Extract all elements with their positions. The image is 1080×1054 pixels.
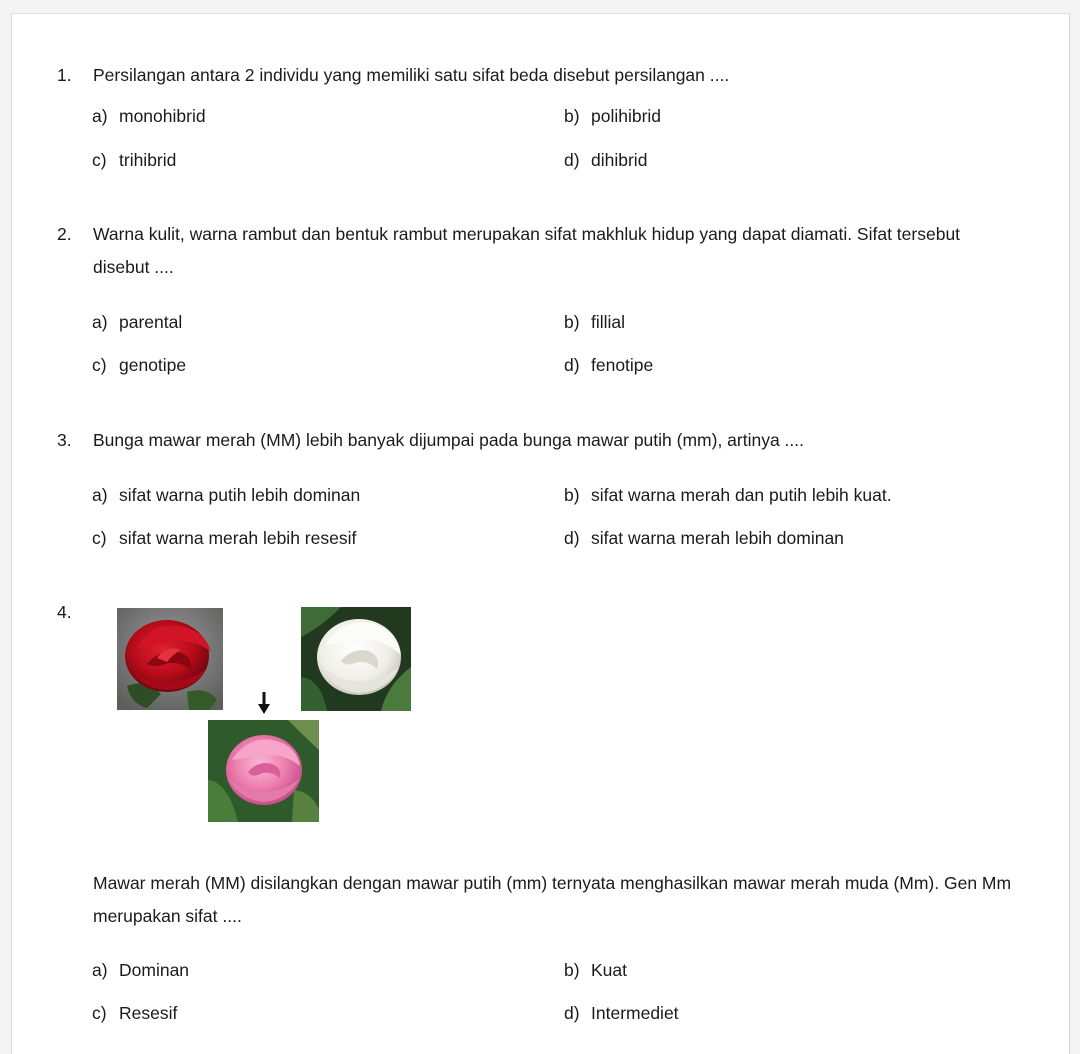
option-text: sifat warna merah dan putih lebih kuat. [591,485,892,505]
option-4a[interactable] [92,959,189,981]
red-rose-image [117,608,223,710]
option-2a[interactable] [92,311,182,333]
option-text: Intermediet [591,1003,679,1023]
worksheet-page [11,13,1070,1054]
arrow-down-icon [257,691,271,715]
option-text: sifat warna merah lebih resesif [119,528,357,548]
option-4d[interactable] [564,1002,679,1024]
question-3 [57,424,1017,457]
option-text: Resesif [119,1003,178,1023]
option-1a[interactable] [92,105,206,127]
option-2c[interactable] [92,354,186,376]
question-1 [57,59,1017,92]
option-text: fenotipe [591,355,654,375]
option-4c[interactable] [92,1002,177,1024]
white-rose-image [301,607,411,711]
option-letter: d) [564,528,580,548]
question-2 [57,218,1017,284]
option-text: genotipe [119,355,187,375]
option-1d[interactable] [564,149,647,171]
option-letter: b) [564,485,580,505]
option-3c[interactable] [92,527,356,549]
option-1b[interactable] [564,105,661,127]
option-letter: a) [92,312,108,332]
option-letter: c) [92,528,107,548]
question-number: 2. [57,224,72,244]
option-letter: a) [92,960,108,980]
option-text: parental [119,312,183,332]
option-letter: d) [564,1003,580,1023]
option-text: dihibrid [591,150,648,170]
option-letter: a) [92,106,108,126]
option-3b[interactable] [564,484,892,506]
option-letter: c) [92,355,107,375]
option-3d[interactable] [564,527,844,549]
question-text: Persilangan antara 2 individu yang memiliki satu sifat beda disebut persilangan .... [93,65,730,85]
option-text: fillial [591,312,626,332]
option-letter: b) [564,960,580,980]
option-text: sifat warna putih lebih dominan [119,485,361,505]
option-4b[interactable] [564,959,627,981]
option-text: monohibrid [119,106,206,126]
option-1c[interactable] [92,149,176,171]
question-4-text-block [57,867,1017,933]
option-letter: d) [564,355,580,375]
option-letter: b) [564,106,580,126]
option-letter: c) [92,1003,107,1023]
option-2b[interactable] [564,311,625,333]
question-number: 1. [57,65,72,85]
option-text: Kuat [591,960,627,980]
option-text: polihibrid [591,106,662,126]
option-3a[interactable] [92,484,360,506]
question-text: Mawar merah (MM) disilangkan dengan mawar putih (mm) ternyata menghasilkan mawar merah muda (Mm). Gen Mm merupakan sifat .... [93,873,1012,926]
pink-rose-image [208,720,319,822]
option-letter: d) [564,150,580,170]
option-text: trihibrid [119,150,177,170]
option-letter: c) [92,150,107,170]
question-number: 3. [57,430,72,450]
question-text: Bunga mawar merah (MM) lebih banyak dijumpai pada bunga mawar putih (mm), artinya .... [93,430,805,450]
option-text: Dominan [119,960,190,980]
question-number: 4. [57,602,72,622]
option-letter: a) [92,485,108,505]
option-text: sifat warna merah lebih dominan [591,528,844,548]
question-text: Warna kulit, warna rambut dan bentuk rambut merupakan sifat makhluk hidup yang dapat diamati. Sifat tersebut disebut .... [93,224,961,277]
option-letter: b) [564,312,580,332]
option-2d[interactable] [564,354,653,376]
